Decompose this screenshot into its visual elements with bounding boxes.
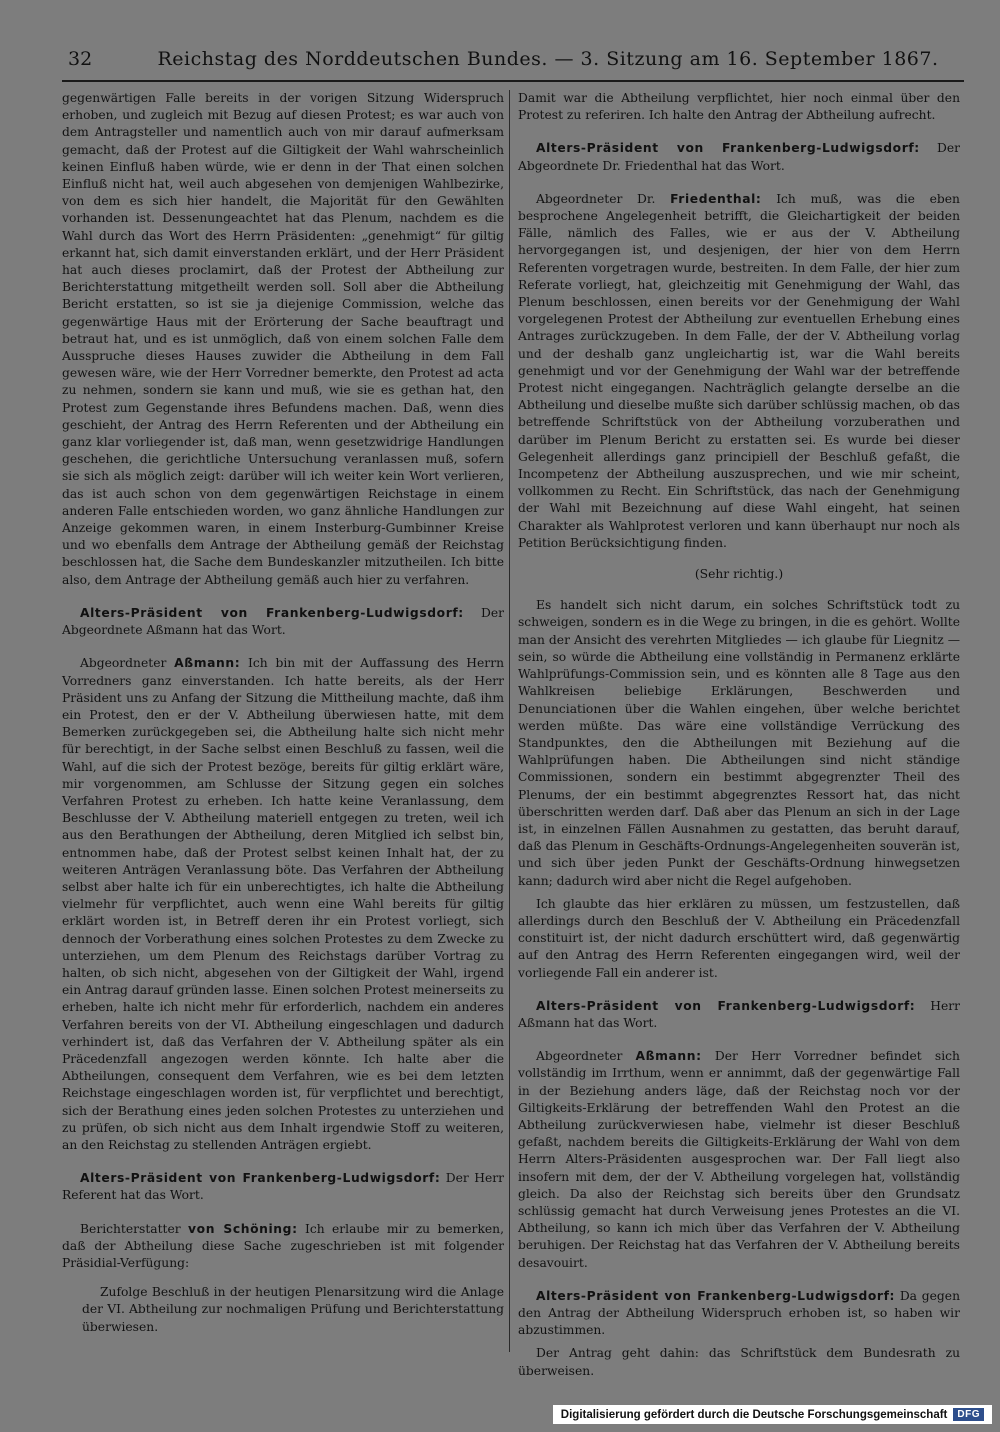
- speaker-name: Alters-Präsident von Frankenberg-Ludwigsdorf:: [80, 1171, 441, 1186]
- speech-text: Herr Aßmann hat das Wort.: [518, 998, 960, 1030]
- speech-text: Da gegen den Antrag der Abtheilung Widerspruch erhoben ist, so haben wir abzustimmen.: [518, 1288, 960, 1338]
- column-rule: [509, 90, 510, 1352]
- header-rule: [62, 80, 964, 82]
- speech-paragraph: [62, 655, 504, 1154]
- speaker-role: Berichterstatter: [80, 1221, 189, 1236]
- running-title: Reichstag des Norddeutschen Bundes. — 3. Sitzung am 16. September 1867.: [157, 48, 939, 70]
- page-number: 32: [68, 48, 93, 70]
- interjection: (Sehr richtig.): [694, 567, 784, 582]
- speech-paragraph: [518, 140, 960, 174]
- speech-text: Der Abgeordnete Dr. Friedenthal hat das Wort.: [518, 141, 960, 173]
- body-paragraph: Der Antrag geht dahin: das Schriftstück dem Bundesrath zu überweisen.: [518, 1346, 960, 1378]
- speaker-name: Alters-Präsident von Frankenberg-Ludwigsdorf:: [536, 1288, 896, 1303]
- speaker-name: von Schöning:: [188, 1221, 298, 1236]
- body-paragraph: Damit war die Abtheilung verpflichtet, hier noch einmal über den Protest zu referiren. Ich halte den Antrag der Abtheilung aufrecht.: [518, 91, 960, 123]
- speech-text: Der Abgeordnete Aßmann hat das Wort.: [62, 605, 504, 638]
- dfg-logo-icon: DFG: [953, 1408, 984, 1421]
- speech-text: Der Herr Vorredner befindet sich vollständig im Irrthum, wenn er annimmt, daß der gegenwärtige Fall in der Beziehung anders läge, daß der Reichstag noch vor der Giltigkeits-Erklärung der betreffenden Wahl den Protest an die Abtheilung zurückverwiesen habe, vielmehr ist dieser Beschluß gefaßt, nachdem bereits die Giltigkeits-Erklärung der Wahl von dem Herrn Alters-Präsidenten ausgesprochen war. Der Fall liegt also insofern mit dem, der der V. Abtheilung vorgelegen hat, vollständig gleich. Da also der Reichstag sich bereits über den Grundsatz schlüssig gemacht hat durch Verweisung jenes Protestes an die VI. Abtheilung, so kann ich mich über das Verfahren der V. Abtheilung beruhigen. Der Reichstag hat das Verfahren der V. Abtheilung bereits desavouirt.: [518, 1049, 960, 1270]
- speaker-name: Aßmann:: [174, 656, 241, 671]
- speech-paragraph: [518, 998, 960, 1032]
- speaker-role: Abgeordneter Dr.: [536, 191, 671, 206]
- body-paragraph: gegenwärtigen Falle bereits in der vorigen Sitzung Widerspruch erhoben, und zugleich mit Bezug auf diesen Protest; es war auch von dem Antragsteller und namentlich auch von mir darauf aufmerksam gemacht, daß der Protest auf die Giltigkeit der Wahl wahrscheinlich keinen Einfluß haben würde, wie er denn in der That einen solchen Einfluß nicht hat, weil auch abgesehen von demjenigen Wahlbezirke, von dem es sich hier handelt, die Majorität für den Gewählten vorhanden ist. Dessenungeachtet hat das Plenum, nachdem es die Wahl durch das Wort des Herrn Präsidenten: „genehmigt“ für giltig erkannt hat, sich damit einverstanden erklärt, und der Herr Präsident hat auch dieses proclamirt, daß der Protest der Abtheilung zur Berichterstattung mitgetheilt werden soll. Soll aber die Abtheilung Bericht erstatten, so ist sie ja diejenige Commission, welche das gegenwärtige Haus mit der Erörterung der Sache beauftragt und betraut hat, und es ist unmöglich, daß von einem solchen Falle dem Ausspruche dieses Hauses zuwider die Abtheilung in dem Fall gewesen wäre, wie der Herr Vorredner bemerkte, den Protest ad acta zu nehmen, sondern sie kann und muß, wie sie es gethan hat, den Protest zum Gegenstande ihres Befundens machen. Daß, wenn dies geschieht, der Antrag des Herrn Referenten und der Abtheilung ein ganz klar vorliegender ist, daß man, wenn gesetzwidrige Handlungen geschehen, die gerichtliche Untersuchung veranlassen muß, sofern sie sich als möglich zeigt: darüber will ich weiter kein Wort verlieren, das ist auch schon von dem gegenwärtigen Reichstage in einem anderen Falle entschieden worden, wo ganz ähnliche Handlungen zur Anzeige gekommen waren, in einem Insterburg-Gumbinner Kreise und wo ebenfalls dem Antrage der Abtheilung gemäß der Reichstag beschlossen hat, die Sache dem Bundeskanzler mitzutheilen. Ich bitte also, dem Antrage der Abtheilung gemäß auch hier zu verfahren.: [62, 91, 504, 587]
- speaker-name: Alters-Präsident von Frankenberg-Ludwigsdorf:: [80, 605, 464, 620]
- credit-text: Digitalisierung gefördert durch die Deutsche Forschungsgemeinschaft: [560, 1408, 948, 1421]
- speech-paragraph: [518, 1288, 960, 1340]
- speech-text: Der Herr Referent hat das Wort.: [62, 1171, 504, 1203]
- left-column: [62, 90, 504, 1336]
- speech-text: Ich muß, was die eben besprochene Angelegenheit betrifft, die Gleichartigkeit der beiden Fälle, nämlich des Falles, wie er aus der V. Abtheilung hervorgegangen ist, und desjenigen, der hier von dem Herrn Referenten vorgetragen wurde, bestreiten. In dem Falle, der hier zum Referate vorliegt, hat, gleichzeitig mit Genehmigung der Wahl, das Plenum beschlossen, einen bereits vor der Genehmigung der Wahl vorgelegenen Protest der Abtheilung zur eventuellen Erhebung eines Antrages zurückzugeben. In dem Falle, der der V. Abtheilung vorlag und der deshalb ganz ungleichartig ist, war die Wahl bereits genehmigt und vor der Genehmigung der Wahl war der betreffende Protest nicht eingegangen. Nachträglich gelangte derselbe an die Abtheilung und dieselbe mußte sich darüber schlüssig machen, ob das betreffende Schriftstück von der Abtheilung vorzuberathen und darüber im Plenum Bericht zu erstatten sei. Es wurde bei dieser Gelegenheit allerdings ganz principiell der Beschluß gefaßt, die Incompetenz der Abtheilung auszusprechen, und wie mir scheint, vollkommen zu Recht. Ein Schriftstück, das nach der Genehmigung der Wahl mit Bezeichnung auf diese Wahl eingeht, hat seinen Charakter als Wahlprotest verloren und kann überhaupt nur noch als Petition Berücksichtigung finden.: [518, 191, 960, 550]
- quoted-order: Zufolge Beschluß in der heutigen Plenarsitzung wird die Anlage der VI. Abtheilung zur nochmaligen Prüfung und Berichterstattung überwiesen.: [82, 1285, 504, 1334]
- speaker-name: Friedenthal:: [670, 191, 762, 206]
- speech-text: Ich bin mit der Auffassung des Herrn Vorredners ganz einverstanden. Ich hatte bereits, als der Herr Präsident uns zu Anfang der Sitzung die Mittheilung machte, daß ihm ein Protest, den er der V. Abtheilung überwiesen hatte, mit dem Bemerken zurückgegeben sei, die Abtheilung halte sich nicht mehr für berechtigt, in der Sache selbst einen Beschluß zu fassen, weil die Wahl, auf die sich der Protest bezöge, bereits für giltig erklärt wäre, mir vorgenommen, am Schlusse der Sitzung gegen ein solches Verfahren Protest zu erheben. Ich hatte keine Veranlassung, dem Beschlusse der V. Abtheilung materiell entgegen zu treten, weil ich aus den Berathungen der Abtheilung, deren Mitglied ich selbst bin, entnommen habe, daß der Protest selbst keinen Inhalt hat, der zu weiteren Anträgen Veranlassung böte. Das Verfahren der Abtheilung selbst aber halte ich für ein unberechtigtes, ich halte die Abtheilung vielmehr für verpflichtet, auch wenn eine Wahl bereits für giltig erklärt worden ist, in Betreff deren ihr ein Protest vorliegt, sich dennoch der Vorberathung eines solchen Protestes zu dem Zwecke zu unterziehen, um dem Plenum des Reichstags darüber Vortrag zu halten, ob sich nicht, abgesehen von der Giltigkeit der Wahl, irgend ein Antrag darauf gründen lasse. Einen solchen Protest meinerseits zu erheben, halte ich nicht mehr für erforderlich, nachdem ein anderes Verfahren bereits von der VI. Abtheilung eingeschlagen und dadurch verhindert ist, daß das Verfahren der V. Abtheilung später als ein Präcedenzfall angezogen werden könnte. Ich halte aber die Abtheilungen, consequent dem Verfahren, wie es bei dem letzten Reichstage eingeschlagen worden ist, für verpflichtet und berechtigt, sich der Berathung eines jeden solchen Protestes zu unterziehen und zu prüfen, ob sich nicht aus dem Inhalt irgendwie Stoff zu weiteren, an den Reichstag zu stellenden Anträgen ergiebt.: [62, 656, 504, 1152]
- digitization-credit: [553, 1405, 992, 1424]
- speech-paragraph: [62, 605, 504, 639]
- speech-text: Ich erlaube mir zu bemerken, daß der Abtheilung diese Sache zugeschrieben ist mit folgender Präsidial-Verfügung:: [62, 1221, 504, 1270]
- body-paragraph: Es handelt sich nicht darum, ein solches Schriftstück todt zu schweigen, sondern es in die Wege zu bringen, in die es gehört. Wollte man der Ansicht des verehrten Mitgliedes — ich glaube für Liegnitz — sein, so würde die Abtheilung eine vollständig in Permanenz erklärte Wahlprüfungs-Commission sein, und es könnten alle 8 Tage aus den Wahlkreisen beliebige Erklärungen, Beschwerden und Denunciationen über die Wahlen eingehen, über welche berichtet werden müßte. Das wäre eine vollständige Verrückung des Standpunktes, den die Abtheilungen mit Beziehung auf die Wahlprüfungen haben. Die Abtheilungen sind nicht ständige Commissionen, sondern ein bestimmt abgegrenzter Theil des Plenums, der ein bestimmt abgegrenztes Ressort hat, das nicht überschritten werden darf. Daß aber das Plenum an sich in der Lage ist, in einzelnen Fällen Ausnahmen zu gestatten, das beruht darauf, daß das Plenum in Geschäfts-Ordnungs-Angelegenheiten souverän ist, und sich über jeden Punkt der Geschäfts-Ordnung hinwegsetzen kann; dadurch wird aber nicht die Regel aufgehoben.: [518, 598, 960, 888]
- speaker-name: Aßmann:: [635, 1049, 702, 1064]
- page-header: [68, 44, 968, 74]
- right-column: [518, 90, 960, 1380]
- speech-paragraph: [62, 1221, 504, 1273]
- speaker-role: Abgeordneter: [80, 656, 175, 671]
- speaker-name: Alters-Präsident von Frankenberg-Ludwigsdorf:: [536, 141, 920, 156]
- body-paragraph: Ich glaubte das hier erklären zu müssen, um festzustellen, daß allerdings durch den Beschluß der V. Abtheilung ein Präcedenzfall constituirt ist, der nicht dadurch erschüttert wird, daß gegenwärtig auf den Antrag des Herrn Referenten eingegangen wird, weil der vorliegende Fall ein anderer ist.: [518, 896, 960, 980]
- speaker-role: Abgeordneter: [536, 1049, 636, 1064]
- speech-paragraph: [518, 1048, 960, 1272]
- speaker-name: Alters-Präsident von Frankenberg-Ludwigsdorf:: [536, 998, 916, 1013]
- speech-paragraph: [518, 191, 960, 552]
- speech-paragraph: [62, 1170, 504, 1204]
